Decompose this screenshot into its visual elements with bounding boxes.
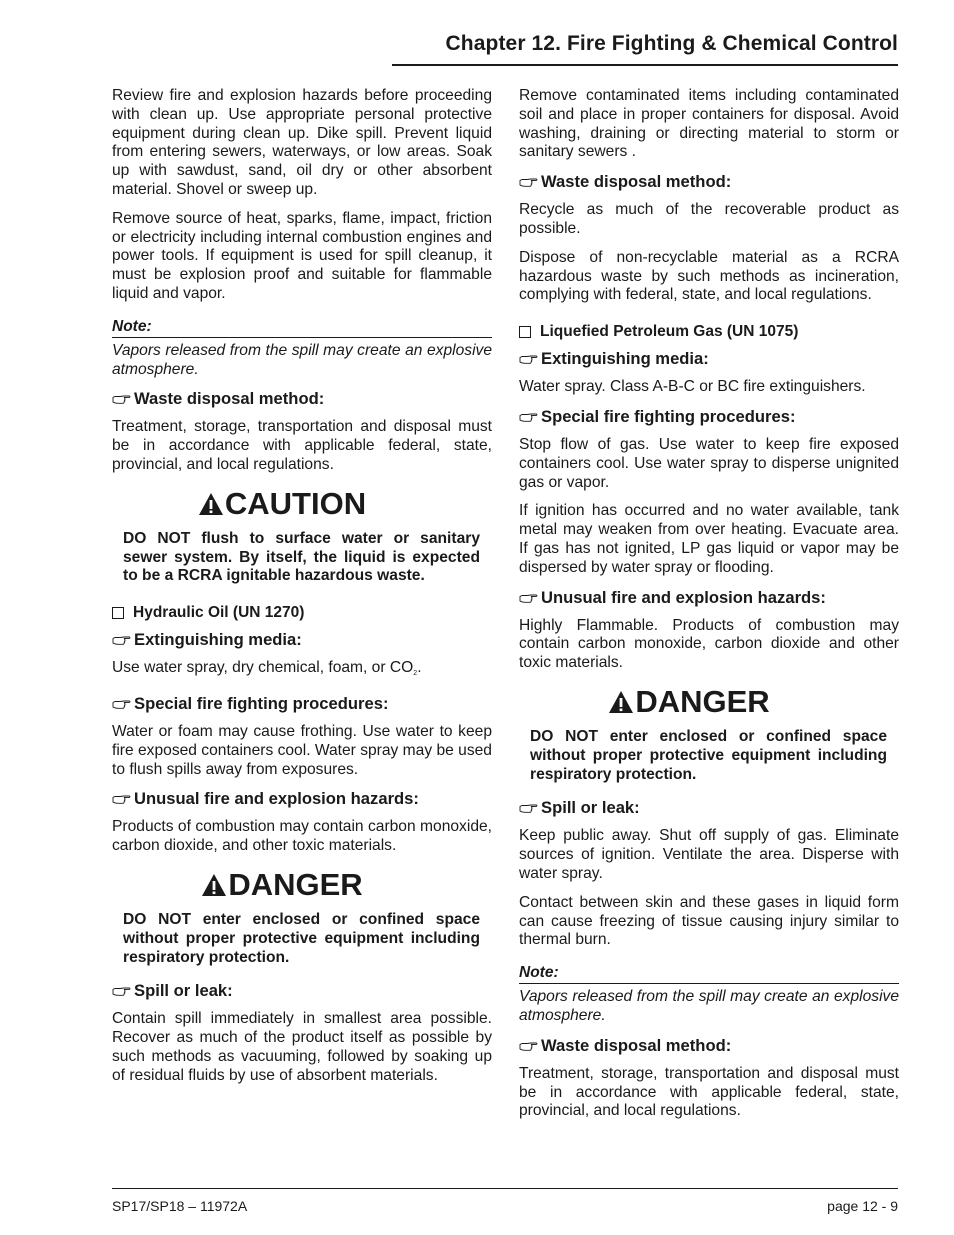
- caution-text: DO NOT flush to surface water or sanitary sewer system. By itself, the liquid is expected to be a RCRA ignitable hazardous waste.: [123, 529, 480, 585]
- lpg-heading: [519, 323, 899, 341]
- danger-label: DANGER: [228, 866, 363, 902]
- waste-disposal-text-2: Treatment, storage, transportation and disposal must be in accordance with applicable federal, state, provincial, and local regulations.: [519, 1064, 899, 1120]
- warning-triangle-icon: [608, 689, 634, 715]
- extinguishing-media-text: Water spray. Class A-B-C or BC fire extinguishers.: [519, 378, 866, 396]
- hydraulic-oil-heading: [112, 604, 492, 622]
- danger-label: DANGER: [635, 683, 770, 719]
- pointing-hand-icon: [519, 592, 538, 604]
- note-text: Vapors released from the spill may create an explosive atmosphere.: [519, 988, 899, 1024]
- ext-end: .: [417, 659, 422, 677]
- pointing-hand-icon: [519, 353, 538, 365]
- heading-text: Waste disposal method:: [541, 1035, 732, 1055]
- extinguishing-media-text: [112, 659, 492, 684]
- right-column: [519, 87, 899, 1131]
- waste-disposal-heading: [519, 172, 899, 192]
- checkbox-icon: [112, 607, 124, 619]
- pointing-hand-icon: [112, 793, 131, 805]
- heading-text: Special fire fighting procedures:: [541, 406, 796, 426]
- warning-triangle-icon: [198, 491, 224, 517]
- left-column: [112, 87, 492, 1096]
- document-id: SP17/SP18 – 11972A: [112, 1198, 248, 1214]
- heading-text: Extinguishing media:: [541, 349, 709, 369]
- heading-text: Special fire fighting procedures:: [134, 693, 389, 713]
- page-number: page 12 - 9: [827, 1198, 898, 1214]
- caution-label: CAUTION: [224, 485, 367, 521]
- note-label: Note:: [519, 964, 899, 984]
- heading-text: Extinguishing media:: [134, 630, 302, 650]
- extinguishing-media-heading: [519, 349, 899, 369]
- chapter-title: Chapter 12. Fire Fighting & Chemical Control: [445, 32, 898, 55]
- heading-text: Unusual fire and explosion hazards:: [134, 789, 419, 809]
- danger-text: DO NOT enter enclosed or confined space without proper protective equipment including respiratory protection.: [530, 727, 887, 783]
- page-header: [392, 30, 898, 66]
- unusual-hazards-text: Products of combustion may contain carbon monoxide, carbon dioxide, and other toxic materials.: [112, 818, 492, 855]
- checkbox-icon: [519, 326, 531, 338]
- pointing-hand-icon: [519, 411, 538, 423]
- extinguishing-media-heading: [112, 630, 492, 650]
- special-procedures-heading: [519, 407, 899, 427]
- special-procedures-text: Water or foam may cause frothing. Use water to keep fire exposed containers cool. Water spray may be used to flush spills away from exposures.: [112, 722, 492, 778]
- note-label: Note:: [112, 318, 492, 338]
- spill-leak-text-2: Contact between skin and these gases in liquid form can cause freezing of tissue causing injury similar to thermal burn.: [519, 893, 899, 949]
- pointing-hand-icon: [112, 698, 131, 710]
- spill-leak-text: Contain spill immediately in smallest area possible. Recover as much of the product itself as possible by such methods as vacuuming, followed by soaking up of residual fluids by use of absorbent materials.: [112, 1010, 492, 1084]
- pointing-hand-icon: [112, 634, 131, 646]
- waste-rcra-text: Dispose of non-recyclable material as a RCRA hazardous waste by such methods as incineration, complying with federal, state, and local regulations.: [519, 248, 899, 304]
- waste-disposal-heading-2: [519, 1036, 899, 1056]
- heading-text: Spill or leak:: [134, 981, 233, 1001]
- heading-text: Waste disposal method:: [134, 389, 325, 409]
- note-text: Vapors released from the spill may create an explosive atmosphere.: [112, 341, 492, 378]
- pointing-hand-icon: [519, 176, 538, 188]
- ext-text: Use water spray, dry chemical, foam, or CO: [112, 659, 414, 677]
- co2-subscript: 2: [413, 670, 418, 678]
- pointing-hand-icon: [112, 393, 131, 405]
- special-procedures-heading: [112, 694, 492, 714]
- unusual-hazards-heading: [112, 789, 492, 809]
- ignition-paragraph: Remove source of heat, sparks, flame, impact, friction or electricity including internal combustion engines and power tools. If equipment is used for spill cleanup, it must be explosion proof and suitable for flammable liquid and vapor.: [112, 209, 492, 302]
- cleanup-paragraph: Review fire and explosion hazards before proceeding with clean up. Use appropriate personal protective equipment during clean up. Dike spill. Prevent liquid from entering sewers, waterways, or low areas. Soak up with sawdust, sand, oil dry or other absorbent material. Shovel or sweep up.: [112, 87, 492, 198]
- pointing-hand-icon: [519, 1040, 538, 1052]
- waste-disposal-text: Treatment, storage, transportation and disposal must be in accordance with applicable federal, state, provincial, and local regulations.: [112, 418, 492, 473]
- heading-text: Hydraulic Oil (UN 1270): [133, 604, 305, 622]
- special-procedures-text-2: If ignition has occurred and no water available, tank metal may weaken from over heating. Evacuate area. If gas has not ignited, LP gas liquid or vapor may be dispersed by water spray or flooding.: [519, 502, 899, 576]
- caution-title: [112, 485, 492, 523]
- spill-leak-heading: [112, 981, 492, 1001]
- heading-text: Spill or leak:: [541, 798, 640, 818]
- heading-text: Unusual fire and explosion hazards:: [541, 587, 826, 607]
- contaminated-items-paragraph: Remove contaminated items including contaminated soil and place in proper containers for disposal. Avoid washing, draining or directing material to storm or sanitary sewers .: [519, 87, 899, 161]
- waste-disposal-heading: [112, 389, 492, 409]
- danger-title: [112, 866, 492, 904]
- waste-recycle-text: Recycle as much of the recoverable product as possible.: [519, 201, 899, 237]
- spill-leak-heading: [519, 798, 899, 818]
- heading-text: Liquefied Petroleum Gas (UN 1075): [540, 323, 799, 341]
- heading-text: Waste disposal method:: [541, 172, 732, 192]
- danger-title: [519, 683, 899, 721]
- unusual-hazards-text: Highly Flammable. Products of combustion may contain carbon monoxide, carbon dioxide and other toxic materials.: [519, 616, 899, 672]
- warning-triangle-icon: [201, 872, 227, 898]
- special-procedures-text-1: Stop flow of gas. Use water to keep fire exposed containers cool. Use water spray to disperse unignited gas or vapor.: [519, 435, 899, 491]
- danger-text: DO NOT enter enclosed or confined space without proper protective equipment including respiratory protection.: [123, 910, 480, 966]
- unusual-hazards-heading: [519, 588, 899, 608]
- pointing-hand-icon: [519, 802, 538, 814]
- pointing-hand-icon: [112, 985, 131, 997]
- spill-leak-text-1: Keep public away. Shut off supply of gas. Eliminate sources of ignition. Ventilate the area. Disperse with water spray.: [519, 827, 899, 882]
- page-footer: [112, 1188, 898, 1214]
